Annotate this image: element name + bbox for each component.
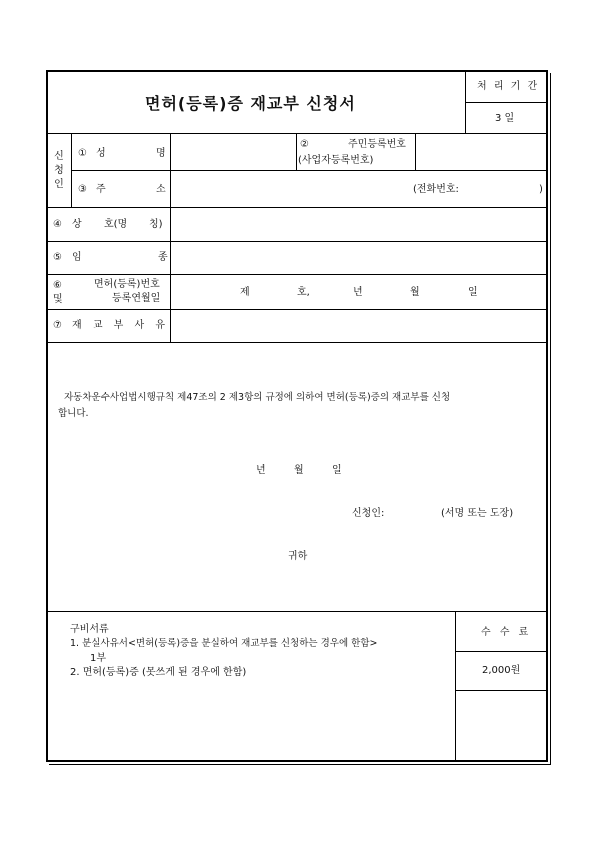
trade-name-field[interactable]	[171, 208, 546, 240]
type-number: ⑤	[53, 252, 62, 263]
period-divider	[465, 102, 547, 103]
docs-title: 구비서류	[70, 624, 109, 635]
license-value-month: 월	[410, 287, 420, 298]
trade-number: ④	[53, 219, 62, 230]
rule-fee-mid	[455, 651, 547, 652]
address-label-b: 소	[156, 184, 166, 195]
form-title: 면허(등록)증 재교부 신청서	[145, 94, 356, 113]
address-field[interactable]	[171, 171, 546, 206]
processing-period-value: 3 일	[495, 113, 515, 124]
statement-line-1: 자동차운수사업법시행규칙 제47조의 2 제3항의 규정에 의하여 면허(등록)증의 재교부를 신청	[64, 392, 451, 403]
license-value-je: 제	[240, 287, 250, 298]
processing-period-label: 처 리 기 간	[477, 81, 540, 92]
reason-number: ⑦	[53, 320, 62, 331]
date-day: 일	[332, 465, 342, 476]
doc-2: 2. 면허(등록)증 (못쓰게 된 경우에 한함)	[70, 667, 247, 678]
address-label-a: 주	[96, 184, 106, 195]
rule-fee-bottom	[455, 690, 547, 691]
resident-number-field[interactable]	[416, 134, 546, 169]
name-field[interactable]	[171, 134, 295, 169]
rule-reason-bottom	[48, 342, 547, 343]
fee-divider	[455, 611, 456, 761]
license-and: 및	[53, 294, 63, 305]
rule-body-bottom	[48, 611, 547, 612]
applicant-section-label: 신 청 인	[54, 151, 64, 190]
resident-label: 주민등록번호	[348, 139, 406, 150]
license-value-ho: 호,	[297, 287, 310, 298]
date-year: 년	[256, 465, 266, 476]
resident-left-divider	[296, 133, 297, 170]
phone-label: (전화번호:	[413, 184, 459, 195]
name-label-a: 성	[96, 148, 106, 159]
statement-line-2: 합니다.	[58, 408, 89, 419]
business-type-field[interactable]	[171, 242, 546, 273]
doc-1-line-2: 1부	[90, 653, 107, 664]
doc-1-line-1: 1. 분실사유서<면허(등록)증을 분실하여 재교부를 신청하는 경우에 한함>	[70, 638, 378, 649]
fee-label: 수 수 료	[481, 627, 532, 638]
reason-label: 재 교 부 사 유	[72, 320, 170, 331]
license-number-circle: ⑥	[53, 280, 62, 291]
trade-label-c: 칭)	[149, 219, 163, 230]
type-label-b: 종	[158, 252, 168, 263]
license-date-label: 등록연월일	[112, 293, 161, 304]
rule-type-bottom	[48, 274, 547, 275]
fee-value: 2,000원	[482, 665, 521, 676]
license-value-year: 년	[353, 287, 363, 298]
license-label: 면허(등록)번호	[94, 279, 160, 290]
sign-hint: (서명 또는 도장)	[441, 508, 514, 519]
license-value-day: 일	[468, 287, 478, 298]
date-month: 월	[294, 465, 304, 476]
address-number: ③	[78, 184, 87, 195]
resident-number: ②	[300, 139, 309, 150]
trade-label-b: 호(명	[104, 219, 128, 230]
phone-close: )	[539, 184, 543, 195]
business-reg-label: (사업자등록번호)	[298, 155, 374, 166]
applicant-sign-label: 신청인:	[352, 508, 385, 519]
reissue-reason-field[interactable]	[171, 310, 546, 341]
type-label-a: 임	[72, 252, 82, 263]
trade-label: 상	[72, 219, 82, 230]
addressee: 귀하	[288, 551, 308, 562]
name-label-b: 명	[156, 148, 166, 159]
name-number: ①	[78, 148, 87, 159]
applicant-label-divider	[71, 133, 72, 207]
applicant-sign-field[interactable]	[392, 505, 437, 521]
